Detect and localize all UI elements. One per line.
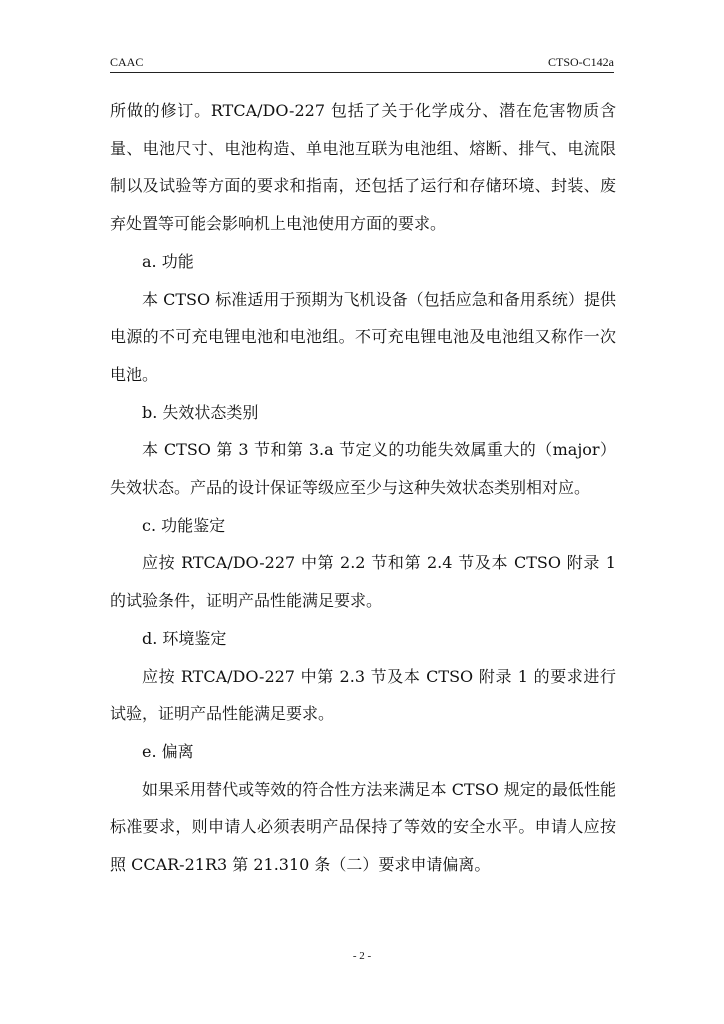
section-heading-function: a. 功能 [142, 251, 194, 271]
intro-paragraph: 所做的修订。RTCA/DO-227 包括了关于化学成分、潜在危害物质含量、电池尺寸、电池构造、单电池互联为电池组、熔断、排气、电流限制以及试验等方面的要求和指南，还包括了运行和存储环境、封装、废弃处置等可能会影响机上电池使用方面的要求。 [110, 101, 616, 234]
section-text-failure-condition: 本 CTSO 第 3 节和第 3.a 节定义的功能失效属重大的（major）失效状态。产品的设计保证等级应至少与这种失效状态类别相对应。 [110, 440, 616, 498]
section-heading-failure-condition: b. 失效状态类别 [142, 402, 259, 422]
header-org-name: CAAC [110, 55, 144, 69]
section-text-functional-qualification: 应按 RTCA/DO-227 中第 2.2 节和第 2.4 节及本 CTSO 附录 1 的试验条件，证明产品性能满足要求。 [110, 553, 616, 611]
section-heading-functional-qualification: c. 功能鉴定 [142, 515, 226, 535]
page-number: - 2 - [352, 950, 372, 962]
section-text-environmental-qualification: 应按 RTCA/DO-227 中第 2.3 节及本 CTSO 附录 1 的要求进行试验，证明产品性能满足要求。 [110, 666, 616, 724]
section-text-deviation: 如果采用替代或等效的符合性方法来满足本 CTSO 规定的最低性能标准要求，则申请人必须表明产品保持了等效的安全水平。申请人应按照 CCAR-21R3 第 21.310 条（二）要求申请偏离。 [110, 779, 616, 875]
section-heading-deviation: e. 偏离 [142, 741, 194, 761]
document-body [110, 92, 616, 884]
header-document-id: CTSO-C142a [548, 55, 614, 69]
section-text-function: 本 CTSO 标准适用于预期为飞机设备（包括应急和备用系统）提供电源的不可充电锂电池和电池组。不可充电锂电池及电池组又称作一次电池。 [110, 289, 616, 384]
section-heading-environmental-qualification: d. 环境鉴定 [142, 628, 227, 648]
page-header [110, 52, 614, 73]
